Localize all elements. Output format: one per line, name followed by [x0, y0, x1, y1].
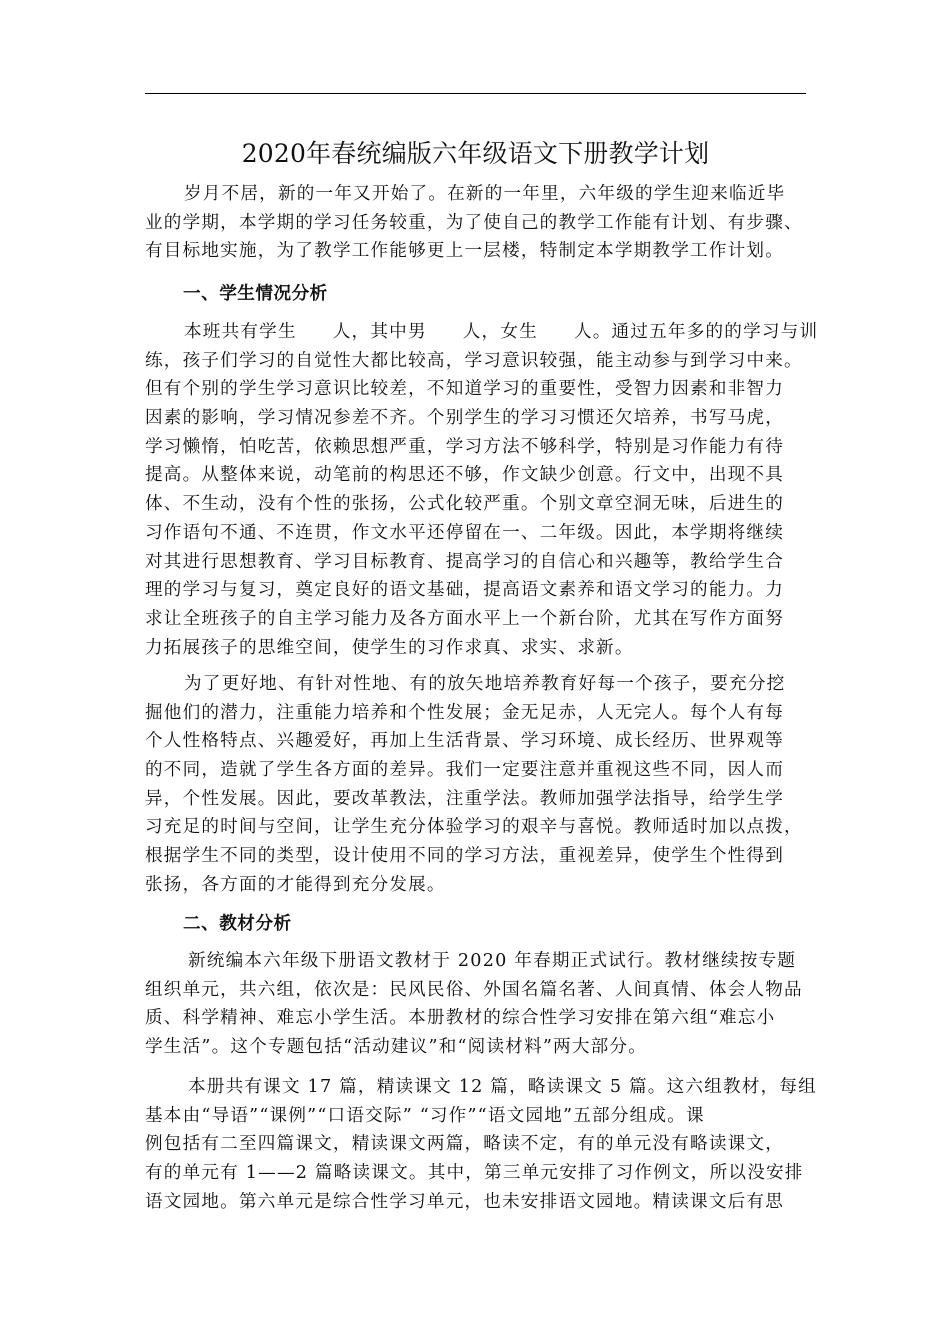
text-line: 张扬，各方面的才能得到充分发展。	[145, 874, 446, 895]
text-line: 质、科学精神、难忘小学生活。本册教材的综合性学习安排在第六组“难忘小	[145, 1008, 776, 1029]
text-fragment: 本班共有学生	[184, 322, 297, 342]
students-paragraph-2	[145, 670, 807, 900]
text-line: 新统编本六年级下册语文教材于 2020 年春期正式试行。教材继续按专题	[188, 951, 797, 971]
text-line: 有的单元有 1——2 篇略读课文。其中，第三单元安排了习作例文，所以没安排	[145, 1163, 804, 1184]
text-line: 学习懒惰，怕吃苦，依赖思想严重，学习方法不够科学，特别是习作能力有待	[145, 436, 784, 457]
text-line: 理的学习与复习，奠定良好的语文基础，提高语文素养和语文学习的能力。力	[145, 580, 784, 601]
text-line: 体、不生动，没有个性的张扬，公式化较严重。个别文章空洞无味，后进生的	[145, 494, 784, 515]
text-line: 掘他们的潜力，注重能力培养和个性发展；金无足赤，人无完人。每个人有每	[145, 702, 784, 723]
header-rule	[145, 93, 806, 94]
section-heading-textbook: 二、教材分析	[183, 914, 292, 934]
textbook-paragraph-1	[145, 947, 807, 1062]
text-line: 例包括有二至四篇课文，精读课文两篇，略读不定，有的单元没有略读课文，	[145, 1134, 784, 1155]
text-line: 业的学期，本学期的学习任务较重，为了使自己的教学工作能有计划、有步骤、	[145, 212, 803, 233]
text-line: 个人性格特点、兴趣爱好，再加上生活背景、学习环境、成长经历、世界观等	[145, 731, 784, 752]
section-heading-students: 一、学生情况分析	[183, 284, 328, 304]
students-paragraph-1	[145, 318, 819, 662]
document-title: 2020年春统编版六年级语文下册教学计划	[241, 139, 710, 168]
text-line: 求让全班孩子的自主学习能力及各方面水平上一个新台阶，尤其在写作方面努	[145, 608, 784, 629]
text-line: 力拓展孩子的思维空间，使学生的习作求真、求实、求新。	[145, 637, 634, 658]
text-line: 异，个性发展。因此，要改革教法，注重学法。教师加强学法指导，给学生学	[145, 788, 784, 809]
text-line: 但有个别的学生学习意识比较差，不知道学习的重要性，受智力因素和非智力	[145, 379, 784, 400]
text-line: 语文园地。第六单元是综合性学习单元，也未安排语文园地。精读课文后有思	[145, 1191, 784, 1212]
text-line: 为了更好地、有针对性地、有的放矢地培养教育好每一个孩子，要充分挖	[184, 674, 786, 694]
text-line: 因素的影响，学习情况参差不齐。个别学生的学习习惯还欠培养，书写马虎，	[145, 408, 784, 429]
text-line: 提高。从整体来说，动笔前的构思还不够，作文缺少创意。行文中，出现不具	[145, 465, 784, 486]
text-line: 习作语句不通、不连贯，作文水平还停留在一、二年级。因此，本学期将继续	[145, 522, 784, 543]
text-line: 的不同，造就了学生各方面的差异。我们一定要注意并重视这些不同，因人而	[145, 760, 784, 781]
intro-paragraph	[145, 180, 807, 266]
text-line: 学生活”。这个专题包括“活动建议”和“阅读材料”两大部分。	[145, 1037, 648, 1058]
textbook-paragraph-2	[145, 1073, 817, 1216]
text-line: 习充足的时间与空间，让学生充分体验学习的艰辛与喜悦。教师适时加以点拨，	[145, 817, 803, 838]
text-line: 组织单元，共六组，依次是：民风民俗、外国名篇名著、人间真情、体会人物品	[145, 979, 803, 1000]
text-line: 有目标地实施，为了教学工作能够更上一层楼，特制定本学期教学工作计划。	[145, 241, 784, 262]
text-line: 对其进行思想教育、学习目标教育、提高学习的自信心和兴趣等，教给学生合	[145, 551, 784, 572]
text-fragment: 人。通过五年多的的学习与训	[573, 322, 819, 342]
text-line	[145, 318, 819, 347]
text-line: 根据学生不同的类型，设计使用不同的学习方法，重视差异，使学生个性得到	[145, 846, 784, 867]
text-line: 岁月不居，新的一年又开始了。在新的一年里，六年级的学生迎来临近毕	[184, 184, 786, 204]
text-line: 本册共有课文 17 篇，精读课文 12 篇，略读课文 5 篇。这六组教材，每组	[188, 1077, 817, 1097]
text-fragment: 人，女生	[462, 322, 538, 342]
text-line: 基本由“导语”“课例”“口语交际” “习作”“语文园地”五部分组成。课	[145, 1105, 705, 1126]
text-fragment: 人，其中男	[332, 322, 427, 342]
text-line: 练，孩子们学习的自觉性大都比较高，学习意识较强，能主动参与到学习中来。	[145, 350, 803, 371]
